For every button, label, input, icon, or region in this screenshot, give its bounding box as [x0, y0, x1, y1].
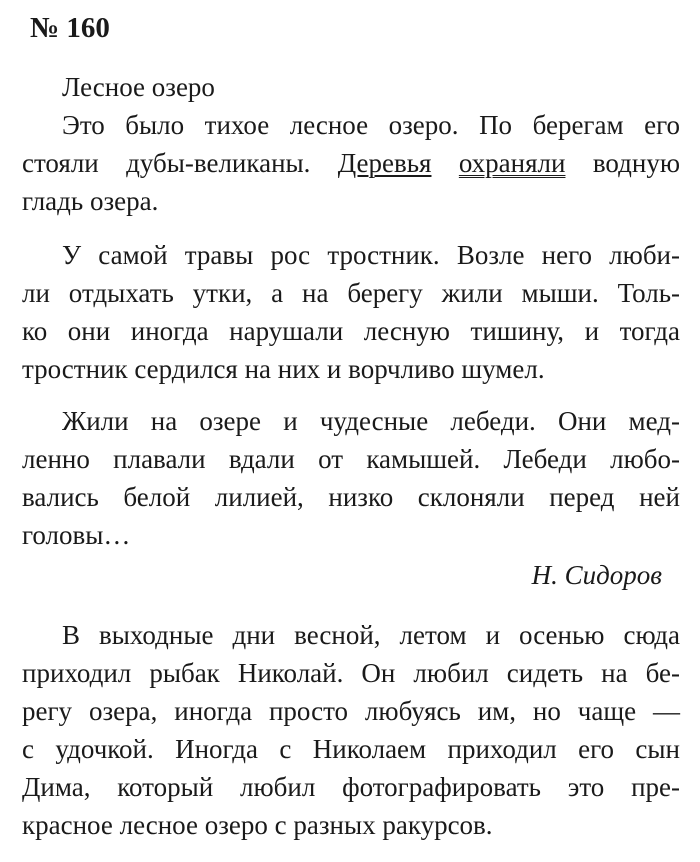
paragraph-line: Дима, который любил фотографировать это пре- [22, 772, 680, 802]
paragraph-line: с удочкой. Иногда с Николаем приходил его сын [22, 734, 680, 764]
paragraph-line: тростник сердился на них и ворчливо шумел. [22, 354, 545, 384]
paragraph-4 [22, 616, 680, 844]
text-fragment: стояли дубы-великаны. [22, 148, 311, 178]
paragraph-line: вались белой лилией, низко склоняли перед ней [22, 482, 680, 512]
paragraph-line: Жили на озере и чудесные лебеди. Они мед- [62, 406, 680, 436]
paragraph-line: гладь озера. [22, 186, 159, 216]
paragraph-line: ко они иногда нарушали лесную тишину, и тогда [22, 316, 680, 346]
exercise-number: № 160 [30, 12, 110, 44]
paragraph-line: ли отдыхать утки, а на берегу жили мыши. Толь- [22, 278, 680, 308]
paragraph-line: В выходные дни весной, летом и осенью сюда [62, 620, 680, 650]
author-signature: Н. Сидоров [531, 560, 662, 590]
paragraph-line: регу озера, иногда просто любуясь им, но чаще — [22, 696, 680, 726]
text-fragment: водную [592, 148, 680, 178]
paragraph-line: приходил рыбак Николай. Он любил сидеть на бе- [22, 658, 680, 688]
paragraph-2 [22, 236, 680, 388]
paragraph-1 [22, 106, 680, 220]
paragraph-line: красное лесное озеро с разных ракурсов. [22, 810, 493, 840]
paragraph-line: Это было тихое лесное озеро. По берегам его [62, 110, 680, 140]
paragraph-line: ленно плавали вдали от камышей. Лебеди любо- [22, 444, 680, 474]
paragraph-line [22, 144, 680, 182]
paragraph-3 [22, 402, 680, 554]
text-title: Лесное озеро [62, 72, 215, 102]
paragraph-line: У самой травы рос тростник. Возле него люби- [62, 240, 680, 270]
predicate-underlined: охраняли [458, 148, 566, 178]
subject-underlined: Деревья [337, 148, 432, 178]
paragraph-line: головы… [22, 520, 131, 550]
